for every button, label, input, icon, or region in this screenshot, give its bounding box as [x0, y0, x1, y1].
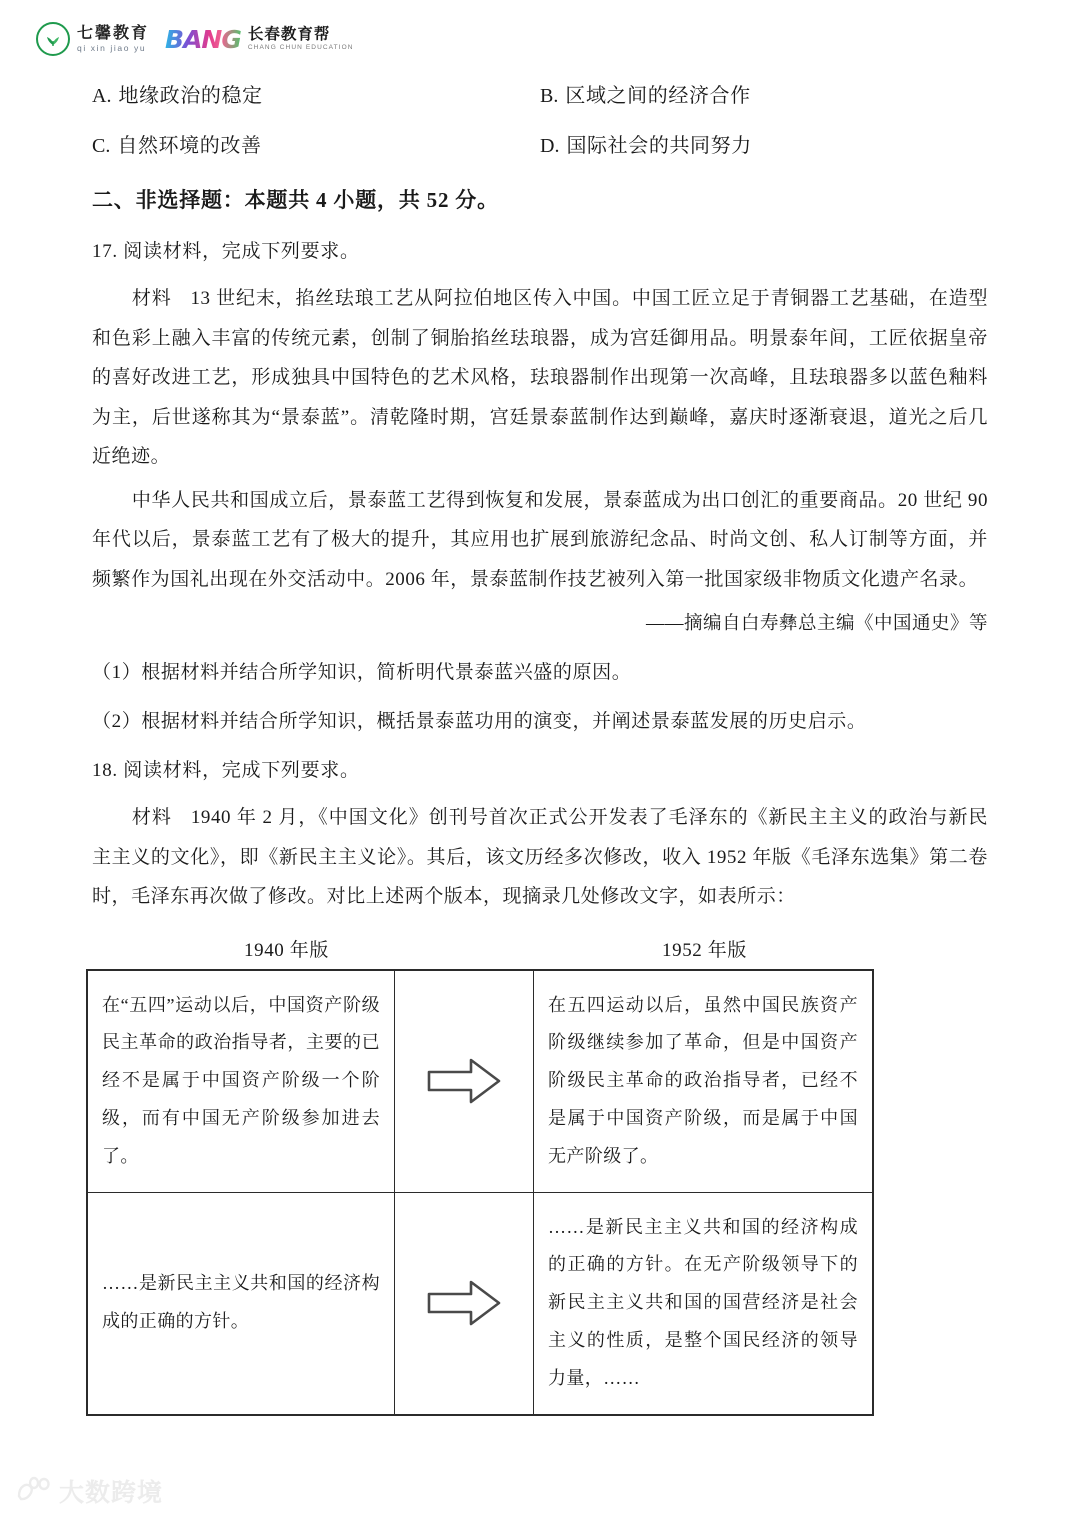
material-label-17: 材料 — [131, 288, 172, 309]
table-cell-1940-row1 — [87, 970, 395, 1192]
question-18-material-p1-text: 1940 年 2 月，《中国文化》创刊号首次正式公开发表了毛泽东的《新民主主义的政治与新民主主义的文化》，即《新民主主义论》。其后，该文历经多次修改，收入 1952 年版《毛泽东选集》第二卷时，毛泽东再次做了修改。对比上述两个版本，现摘录几处修改文字，如表所示： — [92, 807, 988, 908]
logo-qixin-cn: 七馨教育 — [77, 23, 150, 43]
option-b — [540, 84, 988, 108]
table-captions — [92, 935, 988, 969]
bang-wordmark: BANG — [165, 24, 241, 54]
question-17-stem: 17. 阅读材料，完成下列要求。 — [92, 241, 360, 262]
option-c-text: 自然环境的改善 — [117, 135, 262, 157]
watermark-text: 大数跨境 — [59, 1478, 164, 1507]
table-cell-arrow-row1 — [395, 970, 534, 1192]
option-a-text: 地缘政治的稳定 — [118, 85, 263, 107]
bang-cn-label: 长春教育帮 — [247, 24, 331, 43]
table-cell-1940-row2-text: ……是新民主主义共和国的经济构成的正确的方针。 — [102, 1273, 380, 1332]
sprout-circle-icon — [36, 22, 70, 56]
option-b-key: B. — [540, 85, 559, 107]
question-17-source: ——摘编自白寿彝总主编《中国通史》等 — [645, 614, 988, 635]
question-17-sub-2: （2）根据材料并结合所学知识，概括景泰蓝功用的演变，并阐述景泰蓝发展的历史启示。 — [92, 711, 867, 733]
option-c — [92, 134, 540, 158]
table-row — [87, 970, 873, 1192]
material-label-18: 材料 — [131, 807, 172, 829]
option-row-ab — [92, 84, 988, 108]
table-cell-1952-row1-text: 在五四运动以后，虽然中国民族资产阶级继续参加了革命，但是中国资产阶级民主革命的政治指导者，已经不是属于中国资产阶级，而是属于中国无产阶级了。 — [548, 994, 858, 1166]
document-body — [92, 84, 988, 1416]
table-caption-1952: 1952 年版 — [662, 939, 747, 961]
right-block-arrow-icon — [425, 1055, 503, 1107]
table-cell-1952-row2-text: ……是新民主主义共和国的经济构成的正确的方针。在无产阶级领导下的新民主主义共和国的国营经济是社会主义的性质，是整个国民经济的领导力量，…… — [548, 1216, 858, 1388]
option-d-text: 国际社会的共同努力 — [566, 135, 752, 157]
question-17-material-p2: 中华人民共和国成立后，景泰蓝工艺得到恢复和发展，景泰蓝成为出口创汇的重要商品。20 世纪 90 年代以后，景泰蓝工艺有了极大的提升，其应用也扩展到旅游纪念品、时尚文创、私人订制等方面，并频繁作为国礼出现在外交活动中。2006 年，景泰蓝制作技艺被列入第一批国家级非物质文化遗产名录。 — [92, 489, 988, 590]
option-c-key: C. — [92, 135, 111, 157]
option-b-text: 区域之间的经济合作 — [565, 85, 751, 107]
option-a-key: A. — [92, 85, 112, 107]
table-row — [87, 1192, 873, 1414]
question-18-stem: 18. 阅读材料，完成下列要求。 — [92, 760, 360, 782]
right-block-arrow-icon — [425, 1277, 503, 1329]
logo-bang-changchun — [165, 24, 354, 54]
question-17-sub-1: （1）根据材料并结合所学知识，简析明代景泰蓝兴盛的原因。 — [92, 662, 632, 684]
table-cell-arrow-row2 — [395, 1192, 534, 1414]
section-2-heading: 二、非选择题：本题共 4 小题，共 52 分。 — [92, 188, 499, 212]
table-cell-1952-row1 — [534, 970, 874, 1192]
option-d — [540, 134, 988, 158]
table-cell-1952-row2 — [534, 1192, 874, 1414]
header-logos — [36, 22, 354, 56]
option-a — [92, 84, 540, 108]
bang-en-label: CHANG CHUN EDUCATION — [247, 44, 354, 51]
option-d-key: D. — [540, 135, 560, 157]
paw-logo-icon — [16, 1476, 52, 1507]
question-18-material-p1 — [92, 798, 988, 917]
table-caption-1940: 1940 年版 — [244, 939, 329, 961]
logo-qixin-pinyin: qi xin jiao yu — [77, 43, 147, 54]
option-row-cd — [92, 134, 988, 158]
question-17-material-p1-text: 13 世纪末，掐丝珐琅工艺从阿拉伯地区传入中国。中国工匠立足于青铜器工艺基础，在造型和色彩上融入丰富的传统元素，创制了铜胎掐丝珐琅器，成为宫廷御用品。明景泰年间，工匠依据皇帝的喜好改进工艺，形成独具中国特色的艺术风格，珐琅器制作出现第一次高峰，且珐琅器多以蓝色釉料为主，后世遂称其为“景泰蓝”。清乾隆时期，宫廷景泰蓝制作达到巅峰，嘉庆时逐渐衰退，道光之后几近绝迹。 — [92, 288, 988, 468]
table-cell-1940-row2 — [87, 1192, 395, 1414]
logo-qixin-jiaoyu — [36, 22, 149, 56]
page-watermark — [16, 1473, 163, 1509]
version-comparison-table — [86, 969, 874, 1416]
table-cell-1940-row1-text: 在“五四”运动以后，中国资产阶级民主革命的政治指导者，主要的已经不是属于中国资产阶级一个阶级，而有中国无产阶级参加进去了。 — [102, 994, 380, 1166]
question-17-material-p1 — [92, 279, 988, 477]
